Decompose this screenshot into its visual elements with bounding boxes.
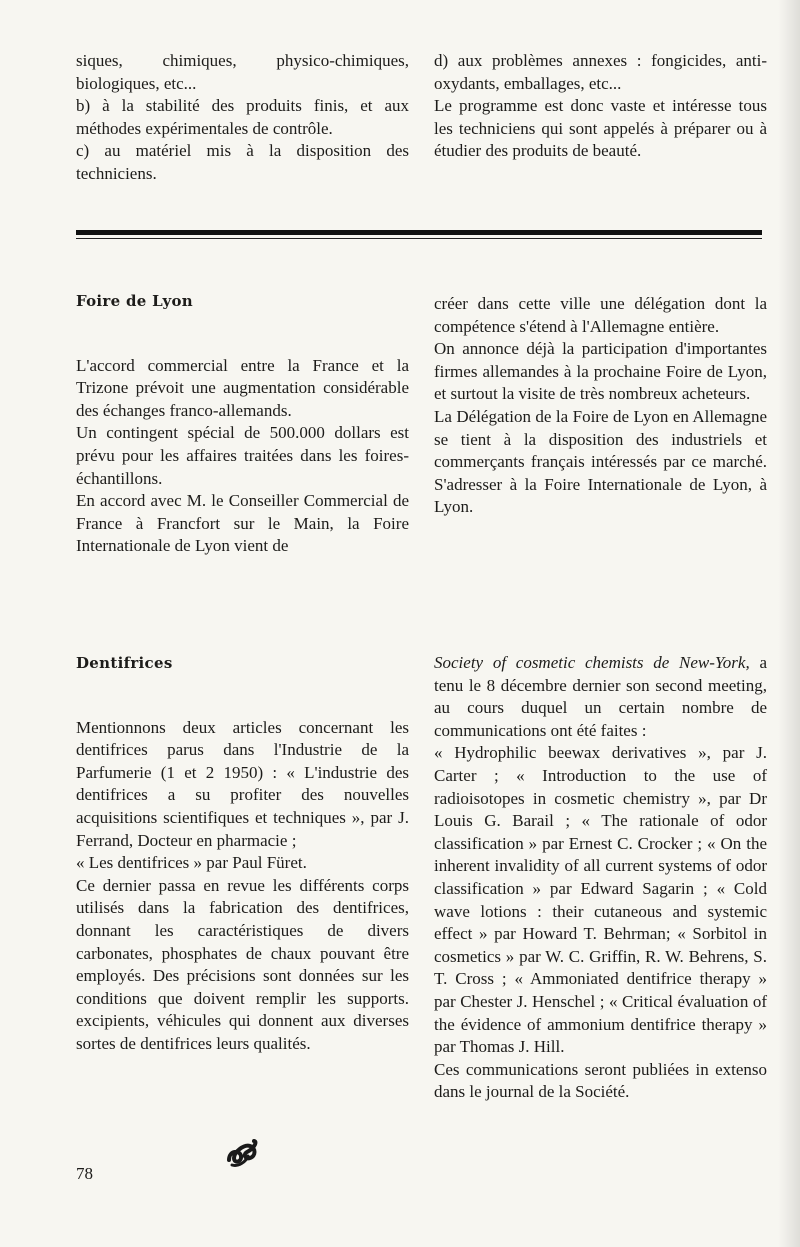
foire-right-column <box>434 293 767 519</box>
scroll-knot-ornament-icon <box>226 1138 260 1168</box>
top-right-paragraph: Le programme est donc vaste et intéresse tous les techniciens qui sont appelés à préparer ou à étudier des produits de beauté. <box>434 96 767 161</box>
dentifrices-right-column <box>434 652 767 1104</box>
society-name: Society of cosmetic chemists de New-York, <box>434 653 750 672</box>
dentifrices-paragraph: Mentionnons deux articles concernant les dentifrices parus dans l'Industrie de la Parfumerie (1 et 2 1950) : « L'industrie des dentifrices a su profiter des nouvelles acquisitions scientifiques et techniques », par J. Ferrand, Docteur en pharmacie ; <box>76 717 409 850</box>
foire-heading: Foire de Lyon <box>76 292 193 310</box>
foire-paragraph: On annonce déjà la participation d'importantes firmes allemandes à la prochaine Foire de Lyon, et surtout la visite de très nombreux acheteurs. <box>434 339 767 404</box>
top-left-column <box>76 50 409 186</box>
top-right-paragraph: d) aux problèmes annexes : fongicides, anti-oxydants, emballages, etc... <box>434 51 767 93</box>
section-divider-thin <box>76 238 762 239</box>
foire-paragraph: L'accord commercial entre la France et la Trizone prévoit une augmentation considérable des échanges franco-allemands. <box>76 355 409 420</box>
top-left-paragraph: siques, chimiques, physico-chimiques, biologiques, etc... <box>76 51 409 93</box>
foire-paragraph: En accord avec M. le Conseiller Commercial de France à Francfort sur le Main, la Foire Internationale de Lyon vient de <box>76 491 409 556</box>
page-number: 78 <box>76 1164 93 1183</box>
communications-paragraph: « Hydrophilic beewax derivatives », par J. Carter ; « Introduction to the use of radioisotopes in cosmetic chemistry », par Dr Louis G. Barail ; « The rationale of odor classification » par Ernest C. Crocker ; « On the inherent invalidity of all current systems of odor classification » par Edward Sagarin ; « Cold wave lotions : their cutaneous and systemic effect » par Howard T. Behrman; « Sorbitol in cosmetics » par W. C. Griffin, R. W. Behrens, S. T. Cross ; « Ammoniated dentifrice therapy » par Chester J. Henschel ; « Critical évaluation of the évidence of ammonium dentifrice therapy » par Thomas J. Hill. <box>434 743 767 1057</box>
dentifrices-paragraph: Ce dernier passa en revue les différents corps utilisés dans la fabrication des dentifrices, donnant les caractéristiques de divers carbonates, phosphates de chaux pouvant être employés. Des précisions sont données sur les conditions que doivent remplir les supports. excipients, véhicules qui donnent aux diverses sortes de dentifrices leurs qualités. <box>76 875 409 1053</box>
page-edge-shadow <box>778 0 800 1247</box>
foire-left-column <box>76 290 409 558</box>
foire-paragraph: Un contingent spécial de 500.000 dollars est prévu pour les affaires traitées dans les foires-échantillons. <box>76 423 409 488</box>
publication-paragraph: Ces communications seront publiées in extenso dans le journal de la Société. <box>434 1059 767 1102</box>
foire-paragraph: créer dans cette ville une délégation dont la compétence s'étend à l'Allemagne entière. <box>434 294 767 336</box>
section-divider-thick <box>76 230 762 235</box>
top-left-paragraph: b) à la stabilité des produits finis, et aux méthodes expérimentales de contrôle. <box>76 96 409 138</box>
society-paragraph-text: a tenu le 8 décembre dernier son second meeting, au cours duquel un certain nombre de communications ont été faites : <box>434 653 768 740</box>
dentifrices-heading: Dentifrices <box>76 654 173 672</box>
top-right-column <box>434 50 767 163</box>
dentifrices-paragraph: « Les dentifrices » par Paul Füret. <box>76 853 307 873</box>
dentifrices-left-column <box>76 652 409 1056</box>
foire-paragraph: La Délégation de la Foire de Lyon en Allemagne se tient à la disposition des industriels et commerçants français intéressés par ce marché. S'adresser à la Foire Internationale de Lyon, à Lyon. <box>434 406 767 517</box>
top-left-paragraph: c) au matériel mis à la disposition des techniciens. <box>76 141 409 183</box>
society-paragraph <box>434 652 767 742</box>
